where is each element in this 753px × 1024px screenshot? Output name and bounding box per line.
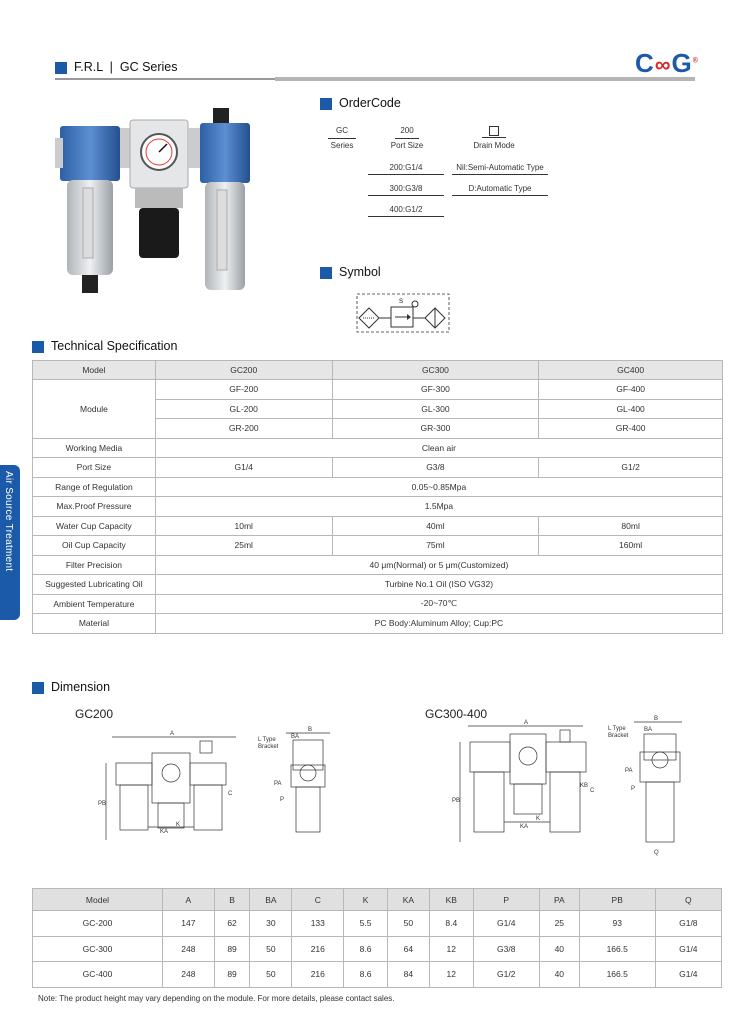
- table-cell: 80ml: [539, 516, 723, 536]
- table-cell: 75ml: [332, 536, 539, 556]
- table-row: [33, 477, 723, 497]
- table-header: A: [163, 889, 215, 911]
- svg-text:S: S: [399, 299, 404, 305]
- frl-symbol: [355, 292, 451, 334]
- table-row: [33, 516, 723, 536]
- table-header: GC400: [539, 361, 723, 380]
- table-header: K: [344, 889, 388, 911]
- brand-logo: C∞G®: [635, 48, 699, 78]
- table-row: [33, 438, 723, 458]
- port-option-1: 200:G1/4: [368, 163, 444, 175]
- table-cell: 25ml: [155, 536, 332, 556]
- table-row: [33, 911, 722, 937]
- table-cell: 147: [163, 911, 215, 937]
- table-cell: -20~70℃: [155, 594, 722, 614]
- table-row: [33, 962, 722, 988]
- svg-text:L Type: L Type: [608, 726, 626, 732]
- svg-text:Q: Q: [654, 850, 659, 856]
- table-header: Model: [33, 361, 156, 380]
- table-cell: 84: [387, 962, 429, 988]
- table-cell: 40: [539, 962, 579, 988]
- table-cell: Oil Cup Capacity: [33, 536, 156, 556]
- table-header: GC300: [332, 361, 539, 380]
- table-cell: GC-300: [33, 936, 163, 962]
- table-cell: 25: [539, 911, 579, 937]
- port-option-3: 400:G1/2: [368, 205, 444, 217]
- header-rule-thick: [275, 77, 695, 81]
- table-row: [33, 614, 723, 634]
- table-row: [33, 380, 723, 400]
- svg-text:Bracket: Bracket: [258, 744, 279, 750]
- table-cell: GF-200: [155, 380, 332, 400]
- drain-option-2: D:Automatic Type: [452, 184, 548, 196]
- svg-text:PB: PB: [98, 801, 107, 807]
- svg-text:C: C: [590, 788, 595, 794]
- table-cell: 10ml: [155, 516, 332, 536]
- section-marker-icon: [320, 267, 332, 279]
- page-header: F.R.L | GC Series: [55, 60, 178, 74]
- table-header: BA: [250, 889, 292, 911]
- table-cell: 248: [163, 962, 215, 988]
- svg-text:C: C: [228, 791, 233, 797]
- ordercode-heading: OrderCode: [320, 96, 401, 110]
- gc300-label: GC300-400: [425, 707, 488, 721]
- side-tab: Air Source Treatment: [0, 465, 20, 620]
- table-header: KA: [387, 889, 429, 911]
- table-cell: G3/8: [473, 936, 539, 962]
- svg-text:B: B: [654, 716, 659, 722]
- table-cell: G1/2: [539, 458, 723, 478]
- table-cell: GC-400: [33, 962, 163, 988]
- gc200-drawing: [98, 725, 358, 855]
- table-cell: Ambient Temperature: [33, 594, 156, 614]
- dimension-heading: Dimension: [32, 680, 110, 694]
- table-cell: 8.6: [344, 936, 388, 962]
- svg-text:A: A: [170, 731, 175, 737]
- table-cell: GF-300: [332, 380, 539, 400]
- drain-option-1: Nil:Semi-Automatic Type: [452, 163, 548, 175]
- svg-text:P: P: [280, 797, 285, 803]
- table-cell: 0.05~0.85Mpa: [155, 477, 722, 497]
- svg-text:P: P: [631, 786, 636, 792]
- gc300-drawing: [448, 712, 708, 862]
- table-row: [33, 555, 723, 575]
- table-cell: Module: [33, 380, 156, 439]
- table-cell: GR-200: [155, 419, 332, 439]
- table-header: Model: [33, 889, 163, 911]
- table-cell: Range of Regulation: [33, 477, 156, 497]
- table-cell: Material: [33, 614, 156, 634]
- table-cell: 8.4: [429, 911, 473, 937]
- table-cell: 40ml: [332, 516, 539, 536]
- table-cell: GL-400: [539, 399, 723, 419]
- svg-text:PA: PA: [274, 781, 282, 787]
- table-cell: 1.5Mpa: [155, 497, 722, 517]
- table-header: P: [473, 889, 539, 911]
- footnote: Note: The product height may vary depending on the module. For more details, please contact sales.: [38, 994, 395, 1003]
- table-cell: 62: [214, 911, 250, 937]
- table-cell: GL-200: [155, 399, 332, 419]
- table-row: [33, 889, 722, 911]
- table-cell: G3/8: [332, 458, 539, 478]
- svg-text:PB: PB: [452, 798, 461, 804]
- table-cell: 64: [387, 936, 429, 962]
- gc200-label: GC200: [75, 707, 114, 721]
- table-cell: 133: [292, 911, 344, 937]
- spec-table: [32, 360, 723, 634]
- svg-text:BA: BA: [644, 727, 653, 733]
- table-row: [33, 497, 723, 517]
- table-row: [33, 458, 723, 478]
- table-row: [33, 936, 722, 962]
- checkbox-icon: [489, 126, 499, 136]
- table-header: KB: [429, 889, 473, 911]
- table-cell: 216: [292, 936, 344, 962]
- table-cell: GR-400: [539, 419, 723, 439]
- table-cell: 40: [539, 936, 579, 962]
- product-photo: [55, 108, 255, 323]
- table-cell: G1/8: [655, 911, 721, 937]
- table-cell: Clean air: [155, 438, 722, 458]
- dimension-table: [32, 888, 722, 988]
- header-title: F.R.L: [74, 60, 103, 74]
- svg-text:L Type: L Type: [258, 737, 276, 743]
- section-marker-icon: [32, 341, 44, 353]
- table-cell: G1/4: [155, 458, 332, 478]
- table-cell: 216: [292, 962, 344, 988]
- table-cell: 89: [214, 962, 250, 988]
- table-cell: Max.Proof Pressure: [33, 497, 156, 517]
- ordercode-series: GC Series: [328, 126, 356, 150]
- table-row: [33, 536, 723, 556]
- table-cell: 12: [429, 936, 473, 962]
- table-cell: GL-300: [332, 399, 539, 419]
- table-cell: G1/4: [655, 936, 721, 962]
- svg-text:KB: KB: [580, 783, 589, 789]
- svg-text:B: B: [308, 727, 313, 733]
- table-cell: Filter Precision: [33, 555, 156, 575]
- table-cell: 248: [163, 936, 215, 962]
- table-cell: 50: [387, 911, 429, 937]
- table-cell: PC Body:Aluminum Alloy; Cup:PC: [155, 614, 722, 634]
- table-cell: Port Size: [33, 458, 156, 478]
- table-header: B: [214, 889, 250, 911]
- svg-text:PA: PA: [625, 768, 633, 774]
- header-series: GC Series: [119, 60, 178, 74]
- table-row: [33, 361, 723, 380]
- table-cell: Working Media: [33, 438, 156, 458]
- table-cell: Water Cup Capacity: [33, 516, 156, 536]
- table-cell: 166.5: [579, 962, 655, 988]
- section-marker-icon: [32, 682, 44, 694]
- table-cell: 89: [214, 936, 250, 962]
- table-cell: G1/4: [473, 911, 539, 937]
- table-header: Q: [655, 889, 721, 911]
- table-cell: 160ml: [539, 536, 723, 556]
- table-cell: Suggested Lubricating Oil: [33, 575, 156, 595]
- ordercode-drainmode: Drain Mode: [470, 126, 518, 150]
- table-cell: 166.5: [579, 936, 655, 962]
- table-cell: GR-300: [332, 419, 539, 439]
- ordercode-portsize: 200 Port Size: [390, 126, 424, 150]
- svg-text:KA: KA: [520, 824, 529, 830]
- table-cell: GF-400: [539, 380, 723, 400]
- table-header: PB: [579, 889, 655, 911]
- svg-text:K: K: [176, 822, 181, 828]
- svg-text:K: K: [536, 816, 541, 822]
- table-cell: 50: [250, 936, 292, 962]
- svg-text:KA: KA: [160, 829, 169, 835]
- section-marker-icon: [55, 62, 67, 74]
- svg-text:Bracket: Bracket: [608, 733, 629, 739]
- table-cell: 50: [250, 962, 292, 988]
- table-row: [33, 575, 723, 595]
- table-cell: 12: [429, 962, 473, 988]
- table-cell: GC-200: [33, 911, 163, 937]
- table-header: GC200: [155, 361, 332, 380]
- section-marker-icon: [320, 98, 332, 110]
- table-row: [33, 594, 723, 614]
- table-cell: 5.5: [344, 911, 388, 937]
- table-header: PA: [539, 889, 579, 911]
- table-cell: Turbine No.1 Oil (ISO VG32): [155, 575, 722, 595]
- svg-text:BA: BA: [291, 734, 300, 740]
- table-cell: 93: [579, 911, 655, 937]
- spec-heading: Technical Specification: [32, 339, 177, 353]
- table-cell: 8.6: [344, 962, 388, 988]
- table-cell: G1/2: [473, 962, 539, 988]
- table-header: C: [292, 889, 344, 911]
- symbol-heading: Symbol: [320, 265, 381, 279]
- table-cell: 40 μm(Normal) or 5 μm(Customized): [155, 555, 722, 575]
- port-option-2: 300:G3/8: [368, 184, 444, 196]
- table-cell: 30: [250, 911, 292, 937]
- table-cell: G1/4: [655, 962, 721, 988]
- svg-text:A: A: [524, 720, 529, 726]
